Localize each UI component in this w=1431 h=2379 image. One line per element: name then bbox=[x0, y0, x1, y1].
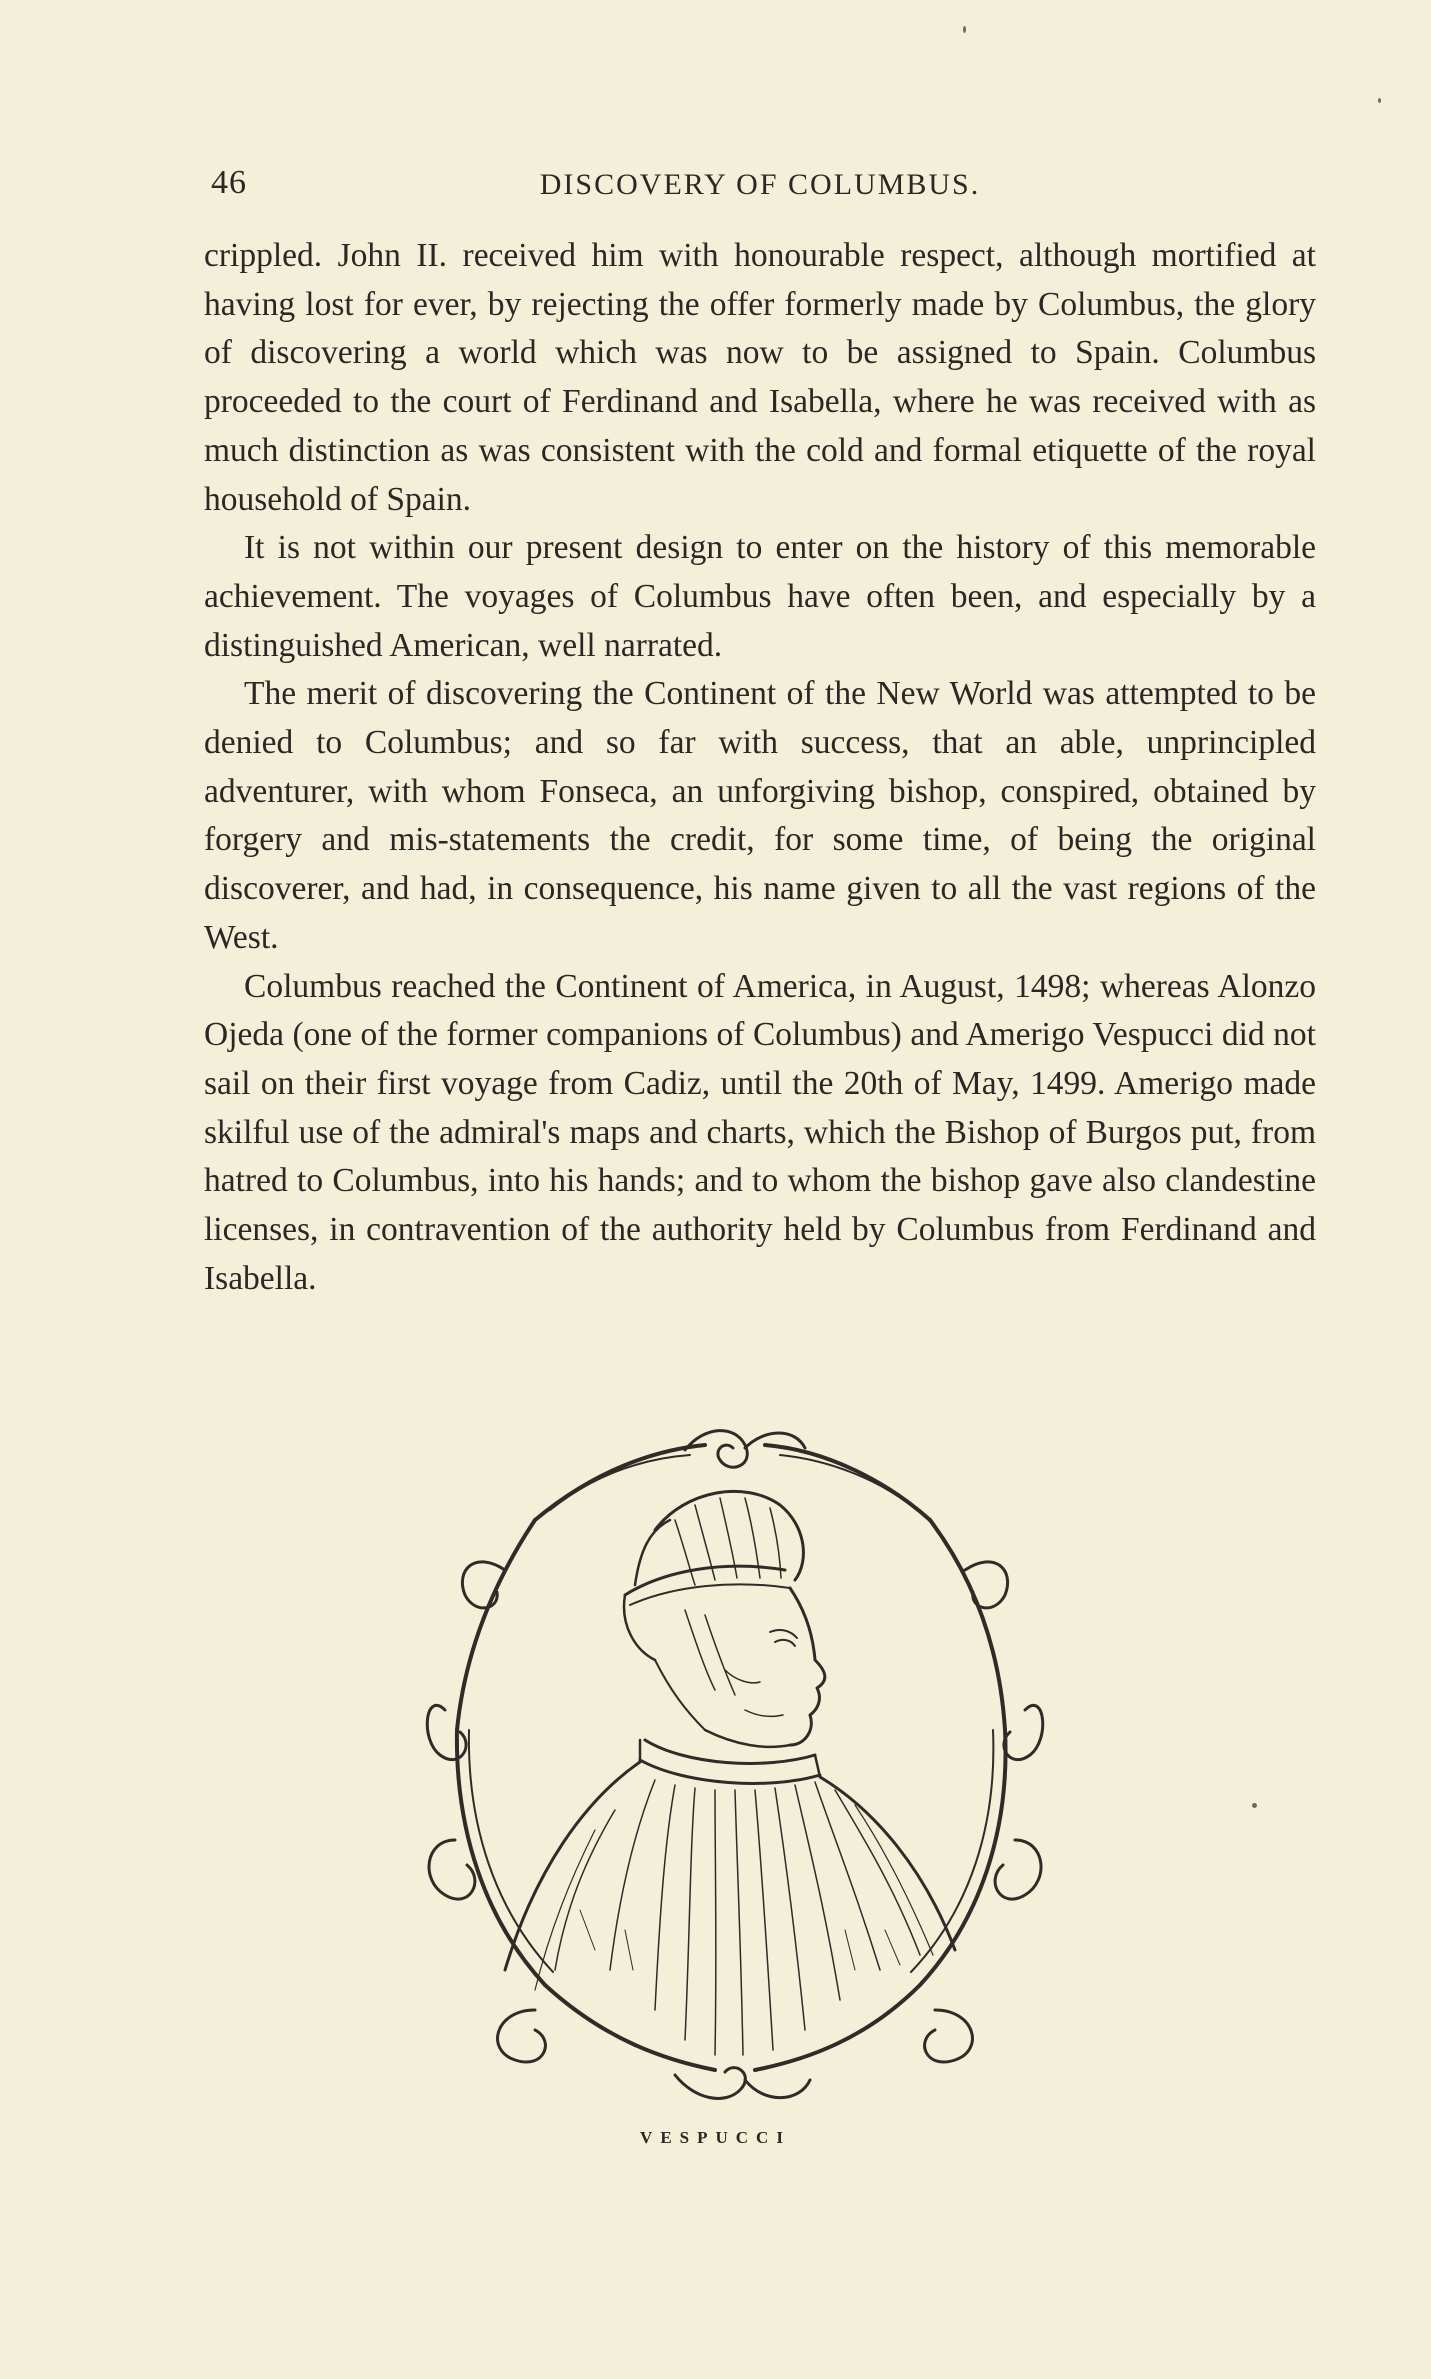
paragraph: It is not within our present design to enter on the history of this memorable achievement. The voyages of Columbus have often been, and especially by a distinguished American, well narrated. bbox=[204, 529, 1316, 664]
portrait-engraving-icon bbox=[385, 1410, 1085, 2130]
vespucci-portrait-illustration bbox=[385, 1410, 1085, 2130]
print-speck bbox=[1378, 98, 1381, 103]
paragraph: Columbus reached the Continent of America, in August, 1498; whereas Alonzo Ojeda (one of the former companions of Columbus) and Amerigo Vespucci did not sail on their first voyage from Cadiz, until the 20th of May, 1499. Amerigo made skilful use of the admiral's maps and charts, which the Bishop of Burgos put, from hatred to Columbus, into his hands; and to whom the bishop gave also clandestine licenses, in contravention of the authority held by Columbus from Ferdinand and Isabella. bbox=[204, 967, 1316, 1297]
illustration-caption: VESPUCCI bbox=[640, 2128, 791, 2147]
print-speck bbox=[963, 26, 966, 33]
running-head bbox=[205, 164, 1315, 212]
paragraph: The merit of discovering the Continent of the New World was attempted to be denied to Columbus; and so far with success, that an able, unprincipled adventurer, with whom Fonseca, an unforgiving bishop, conspired, obtained by forgery and mis-statements the credit, for some time, of being the original discoverer, and had, in consequence, his name given to all the vast regions of the West. bbox=[204, 675, 1316, 956]
page-title: DISCOVERY OF COLUMBUS. bbox=[539, 168, 981, 201]
page-number: 46 bbox=[211, 164, 247, 201]
print-speck bbox=[1252, 1803, 1257, 1808]
paragraph: crippled. John II. received him with honourable respect, although mortified at having lost for ever, by rejecting the offer formerly made by Columbus, the glory of discovering a world which was now to be assigned to Spain. Columbus proceeded to the court of Ferdinand and Isabella, where he was received with as much distinction as was consistent with the cold and formal etiquette of the royal household of Spain. bbox=[204, 237, 1316, 518]
body-text bbox=[204, 232, 1316, 1303]
